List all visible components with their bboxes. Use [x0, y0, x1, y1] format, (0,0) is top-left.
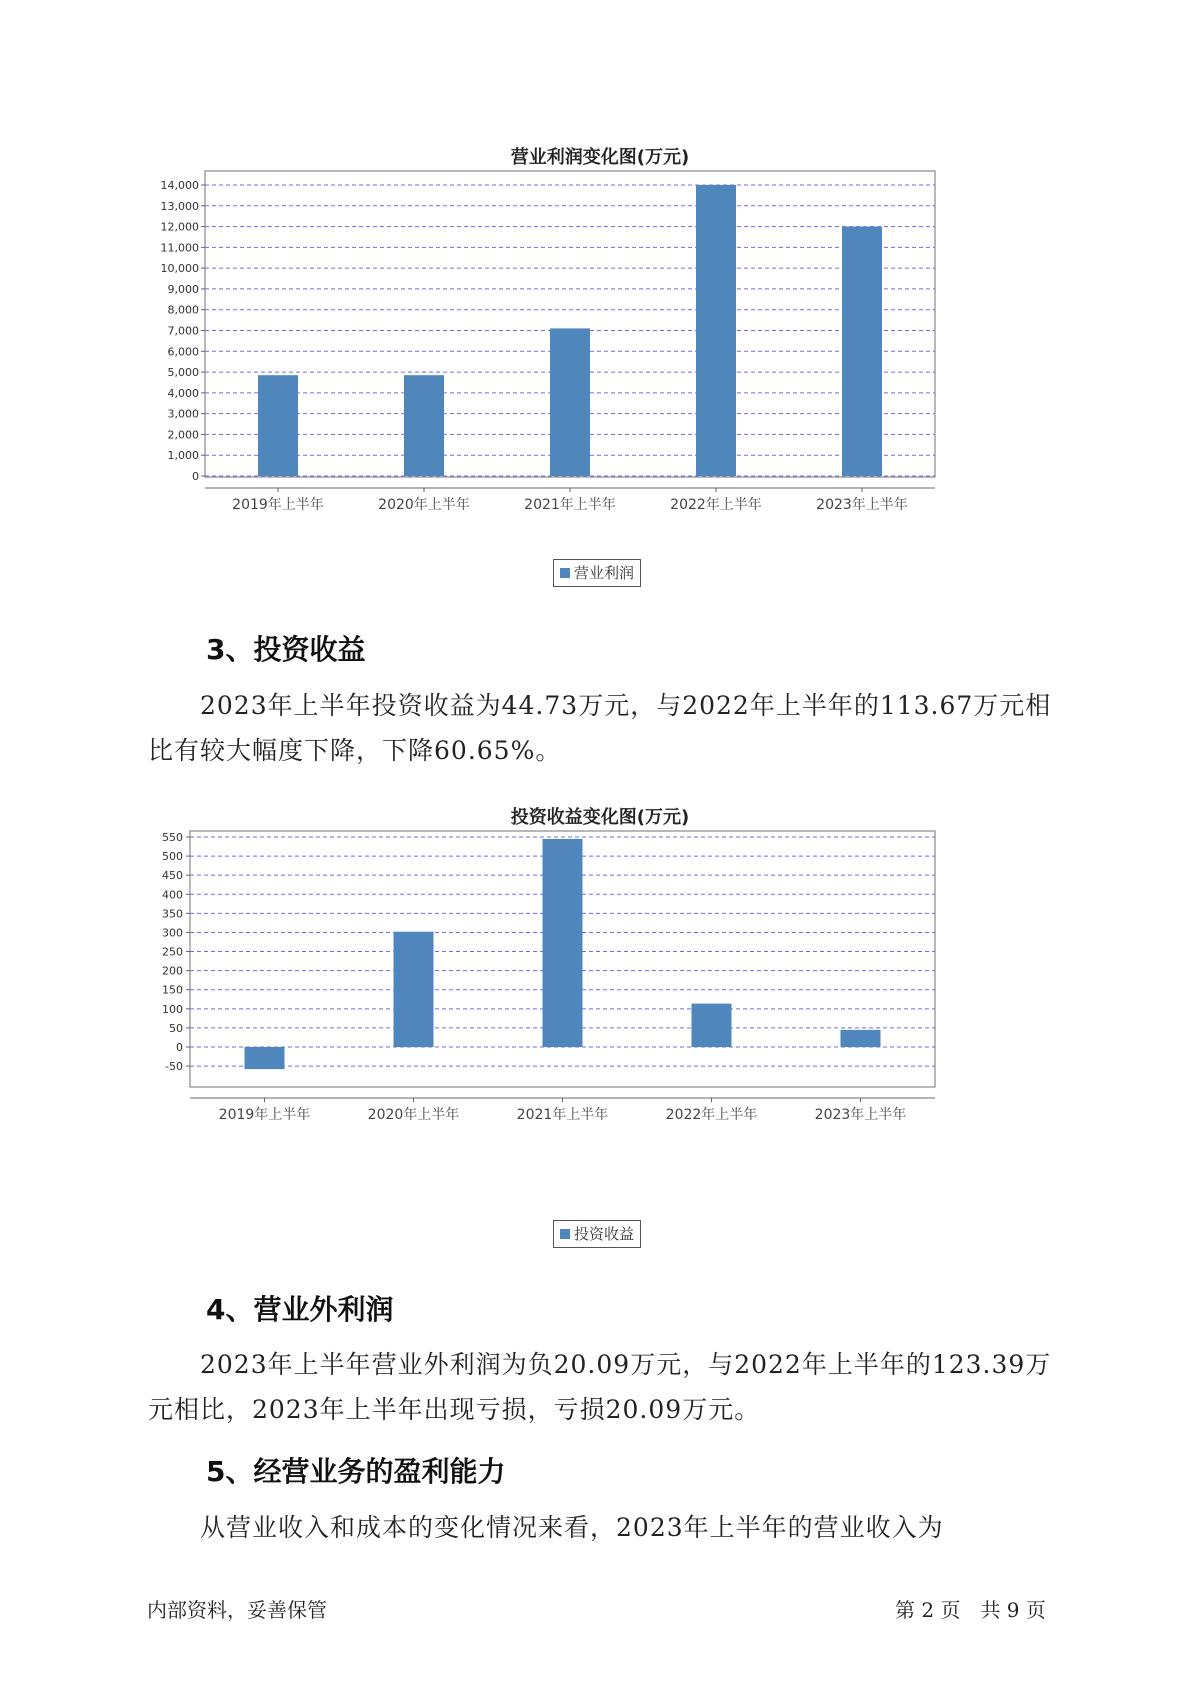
x-tick-label: 2021年上半年 — [516, 1107, 609, 1123]
y-tick-label: 5,000 — [167, 366, 199, 380]
y-tick-label: 250 — [162, 945, 183, 959]
legend-swatch — [560, 568, 570, 578]
y-tick-label: 6,000 — [167, 345, 199, 359]
bar — [550, 328, 590, 476]
bar — [245, 1047, 285, 1069]
section-heading: 5、经营业务的盈利能力 — [206, 1455, 506, 1488]
y-tick-label: 10,000 — [160, 262, 199, 276]
legend-label: 投资收益 — [574, 1225, 635, 1243]
y-tick-label: 0 — [192, 470, 199, 483]
x-tick-label: 2023年上半年 — [814, 1107, 907, 1123]
chart-legend — [553, 1220, 641, 1248]
x-tick-label: 2023年上半年 — [816, 497, 908, 513]
paragraph — [148, 1505, 1068, 1550]
footer-note: 内部资料，妥善保管 — [147, 1598, 327, 1622]
y-tick-label: -50 — [165, 1060, 183, 1074]
y-tick-label: 50 — [169, 1021, 183, 1035]
x-tick-label: 2021年上半年 — [524, 497, 616, 513]
bar — [258, 375, 298, 476]
y-tick-label: 12,000 — [160, 220, 199, 234]
y-tick-label: 550 — [162, 831, 183, 844]
paragraph-line: 从营业收入和成本的变化情况来看，2023年上半年的营业收入为 — [200, 1513, 944, 1542]
y-tick-label: 9,000 — [167, 282, 199, 296]
y-tick-label: 450 — [162, 869, 183, 883]
y-tick-label: 500 — [162, 850, 183, 864]
bar — [692, 1004, 732, 1047]
y-tick-label: 14,000 — [160, 179, 199, 192]
y-tick-label: 150 — [162, 983, 183, 997]
paragraph-line: 比有较大幅度下降，下降60.65%。 — [148, 736, 562, 765]
paragraph-line: 元相比，2023年上半年出现亏损，亏损20.09万元。 — [148, 1395, 761, 1424]
bar — [543, 839, 583, 1047]
chart-canvas — [150, 830, 1050, 1360]
bar — [394, 932, 434, 1047]
y-tick-label: 400 — [162, 888, 183, 902]
chart-title: 投资收益变化图(万元) — [510, 807, 690, 828]
paragraph — [148, 683, 1068, 773]
y-tick-label: 100 — [162, 1002, 183, 1016]
y-tick-label: 11,000 — [160, 241, 199, 255]
paragraph-line: 2023年上半年投资收益为44.73万元，与2022年上半年的113.67万元相 — [200, 691, 1052, 720]
y-tick-label: 7,000 — [167, 324, 199, 338]
x-tick-label: 2022年上半年 — [670, 497, 762, 513]
y-tick-label: 8,000 — [167, 303, 199, 317]
y-tick-label: 200 — [162, 964, 183, 978]
bar — [842, 227, 882, 476]
paragraph — [148, 1342, 1068, 1432]
legend-label: 营业利润 — [574, 564, 635, 582]
y-tick-label: 300 — [162, 926, 183, 940]
y-tick-label: 3,000 — [167, 407, 199, 421]
y-tick-label: 13,000 — [160, 199, 199, 213]
paragraph-line: 2023年上半年营业外利润为负20.09万元，与2022年上半年的123.39万 — [200, 1350, 1052, 1379]
bar — [404, 375, 444, 476]
y-tick-label: 1,000 — [167, 449, 199, 463]
x-tick-label: 2019年上半年 — [218, 1107, 311, 1123]
chart-title: 营业利润变化图(万元) — [510, 147, 690, 168]
page-number: 第 2 页 共 9 页 — [895, 1598, 1046, 1622]
x-tick-label: 2022年上半年 — [665, 1107, 758, 1123]
y-tick-label: 350 — [162, 907, 183, 921]
legend-swatch — [560, 1229, 570, 1239]
chart-canvas — [150, 170, 1050, 700]
x-tick-label: 2019年上半年 — [232, 497, 324, 513]
chart-legend — [553, 559, 641, 587]
x-tick-label: 2020年上半年 — [367, 1107, 460, 1123]
y-tick-label: 2,000 — [167, 428, 199, 442]
y-tick-label: 0 — [176, 1041, 183, 1054]
y-tick-label: 4,000 — [167, 386, 199, 400]
bar — [696, 185, 736, 476]
section-heading: 3、投资收益 — [206, 633, 366, 666]
section-heading: 4、营业外利润 — [206, 1293, 394, 1326]
bar — [841, 1030, 881, 1047]
x-tick-label: 2020年上半年 — [378, 497, 470, 513]
